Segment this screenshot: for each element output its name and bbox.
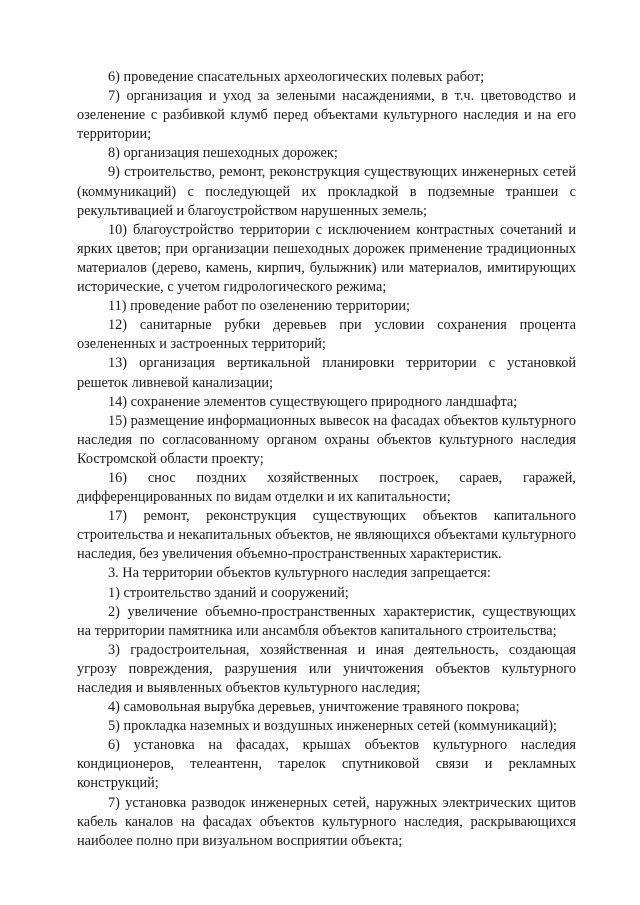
paragraph-item-15: 15) размещение информационных вывесок на фасадах объектов культурного наследия по согласованному органом охраны объектов культурного наследия Костромской области проекту; xyxy=(77,412,576,467)
paragraph-item-8: 8) организация пешеходных дорожек; xyxy=(108,145,338,162)
paragraph-item-7: 7) организация и уход за зелеными насаждениями, в т.ч. цветоводство и озеленение с разбивкой клумб перед объектами культурного наследия и на его территории; xyxy=(77,88,576,143)
prohibited-item-1: 1) строительство зданий и сооружений; xyxy=(108,584,349,601)
prohibited-item-7: 7) установка разводок инженерных сетей, наружных электрических щитов кабель каналов на фасадах объектов культурного наследия, раскрывающихся наиболее полно при визуальном восприятии объекта; xyxy=(77,794,576,849)
prohibited-item-5: 5) прокладка наземных и воздушных инженерных сетей (коммуникаций); xyxy=(108,718,557,735)
paragraph-item-10: 10) благоустройство территории с исключением контрастных сочетаний и ярких цветов; при организации пешеходных дорожек применение традиционных материалов (дерево, камень, кирпич, булыжник) или материалов, имитирующих исторические, с учетом гидрологического режима; xyxy=(77,221,576,296)
paragraph-item-11: 11) проведение работ по озеленению территории; xyxy=(108,298,410,315)
section-heading-prohibited: 3. На территории объектов культурного наследия запрещается: xyxy=(108,565,491,582)
paragraph-item-13: 13) организация вертикальной планировки территории с установкой решеток ливневой канализации; xyxy=(77,355,576,391)
paragraph-item-9: 9) строительство, ремонт, реконструкция существующих инженерных сетей (коммуникаций) с последующей их прокладкой в подземные траншеи с рекультивацией и благоустройством нарушенных земель; xyxy=(77,164,576,219)
paragraph-item-16: 16) снос поздних хозяйственных построек, сараев, гаражей, дифференцированных по видам отделки и их капитальности; xyxy=(77,469,576,506)
prohibited-item-3: 3) градостроительная, хозяйственная и иная деятельность, создающая угрозу повреждения, разрушения или уничтожения объектов культурного наследия и выявленных объектов культурного наследия; xyxy=(77,641,576,696)
paragraph-item-6: 6) проведение спасательных археологических полевых работ; xyxy=(108,69,485,85)
paragraph-item-14: 14) сохранение элементов существующего природного ландшафта; xyxy=(108,393,518,410)
prohibited-item-2: 2) увеличение объемно-пространственных характеристик, существующих на территории памятника или ансамбля объектов капитального строительства; xyxy=(77,603,576,639)
paragraph-item-12: 12) санитарные рубки деревьев при условии сохранения процента озелененных и застроенных территорий; xyxy=(77,317,576,353)
prohibited-item-6: 6) установка на фасадах, крышах объектов культурного наследия кондиционеров, телеантенн, тарелок спутниковой связи и рекламных конструкций; xyxy=(77,737,576,792)
prohibited-item-4: 4) самовольная вырубка деревьев, уничтожение травяного покрова; xyxy=(108,699,520,716)
document-page xyxy=(77,68,576,851)
paragraph-item-17: 17) ремонт, реконструкция существующих объектов капитального строительства и некапитальных объектов, не являющихся объектами культурного наследия, без увеличения объемно-пространственных характеристик. xyxy=(77,508,576,563)
